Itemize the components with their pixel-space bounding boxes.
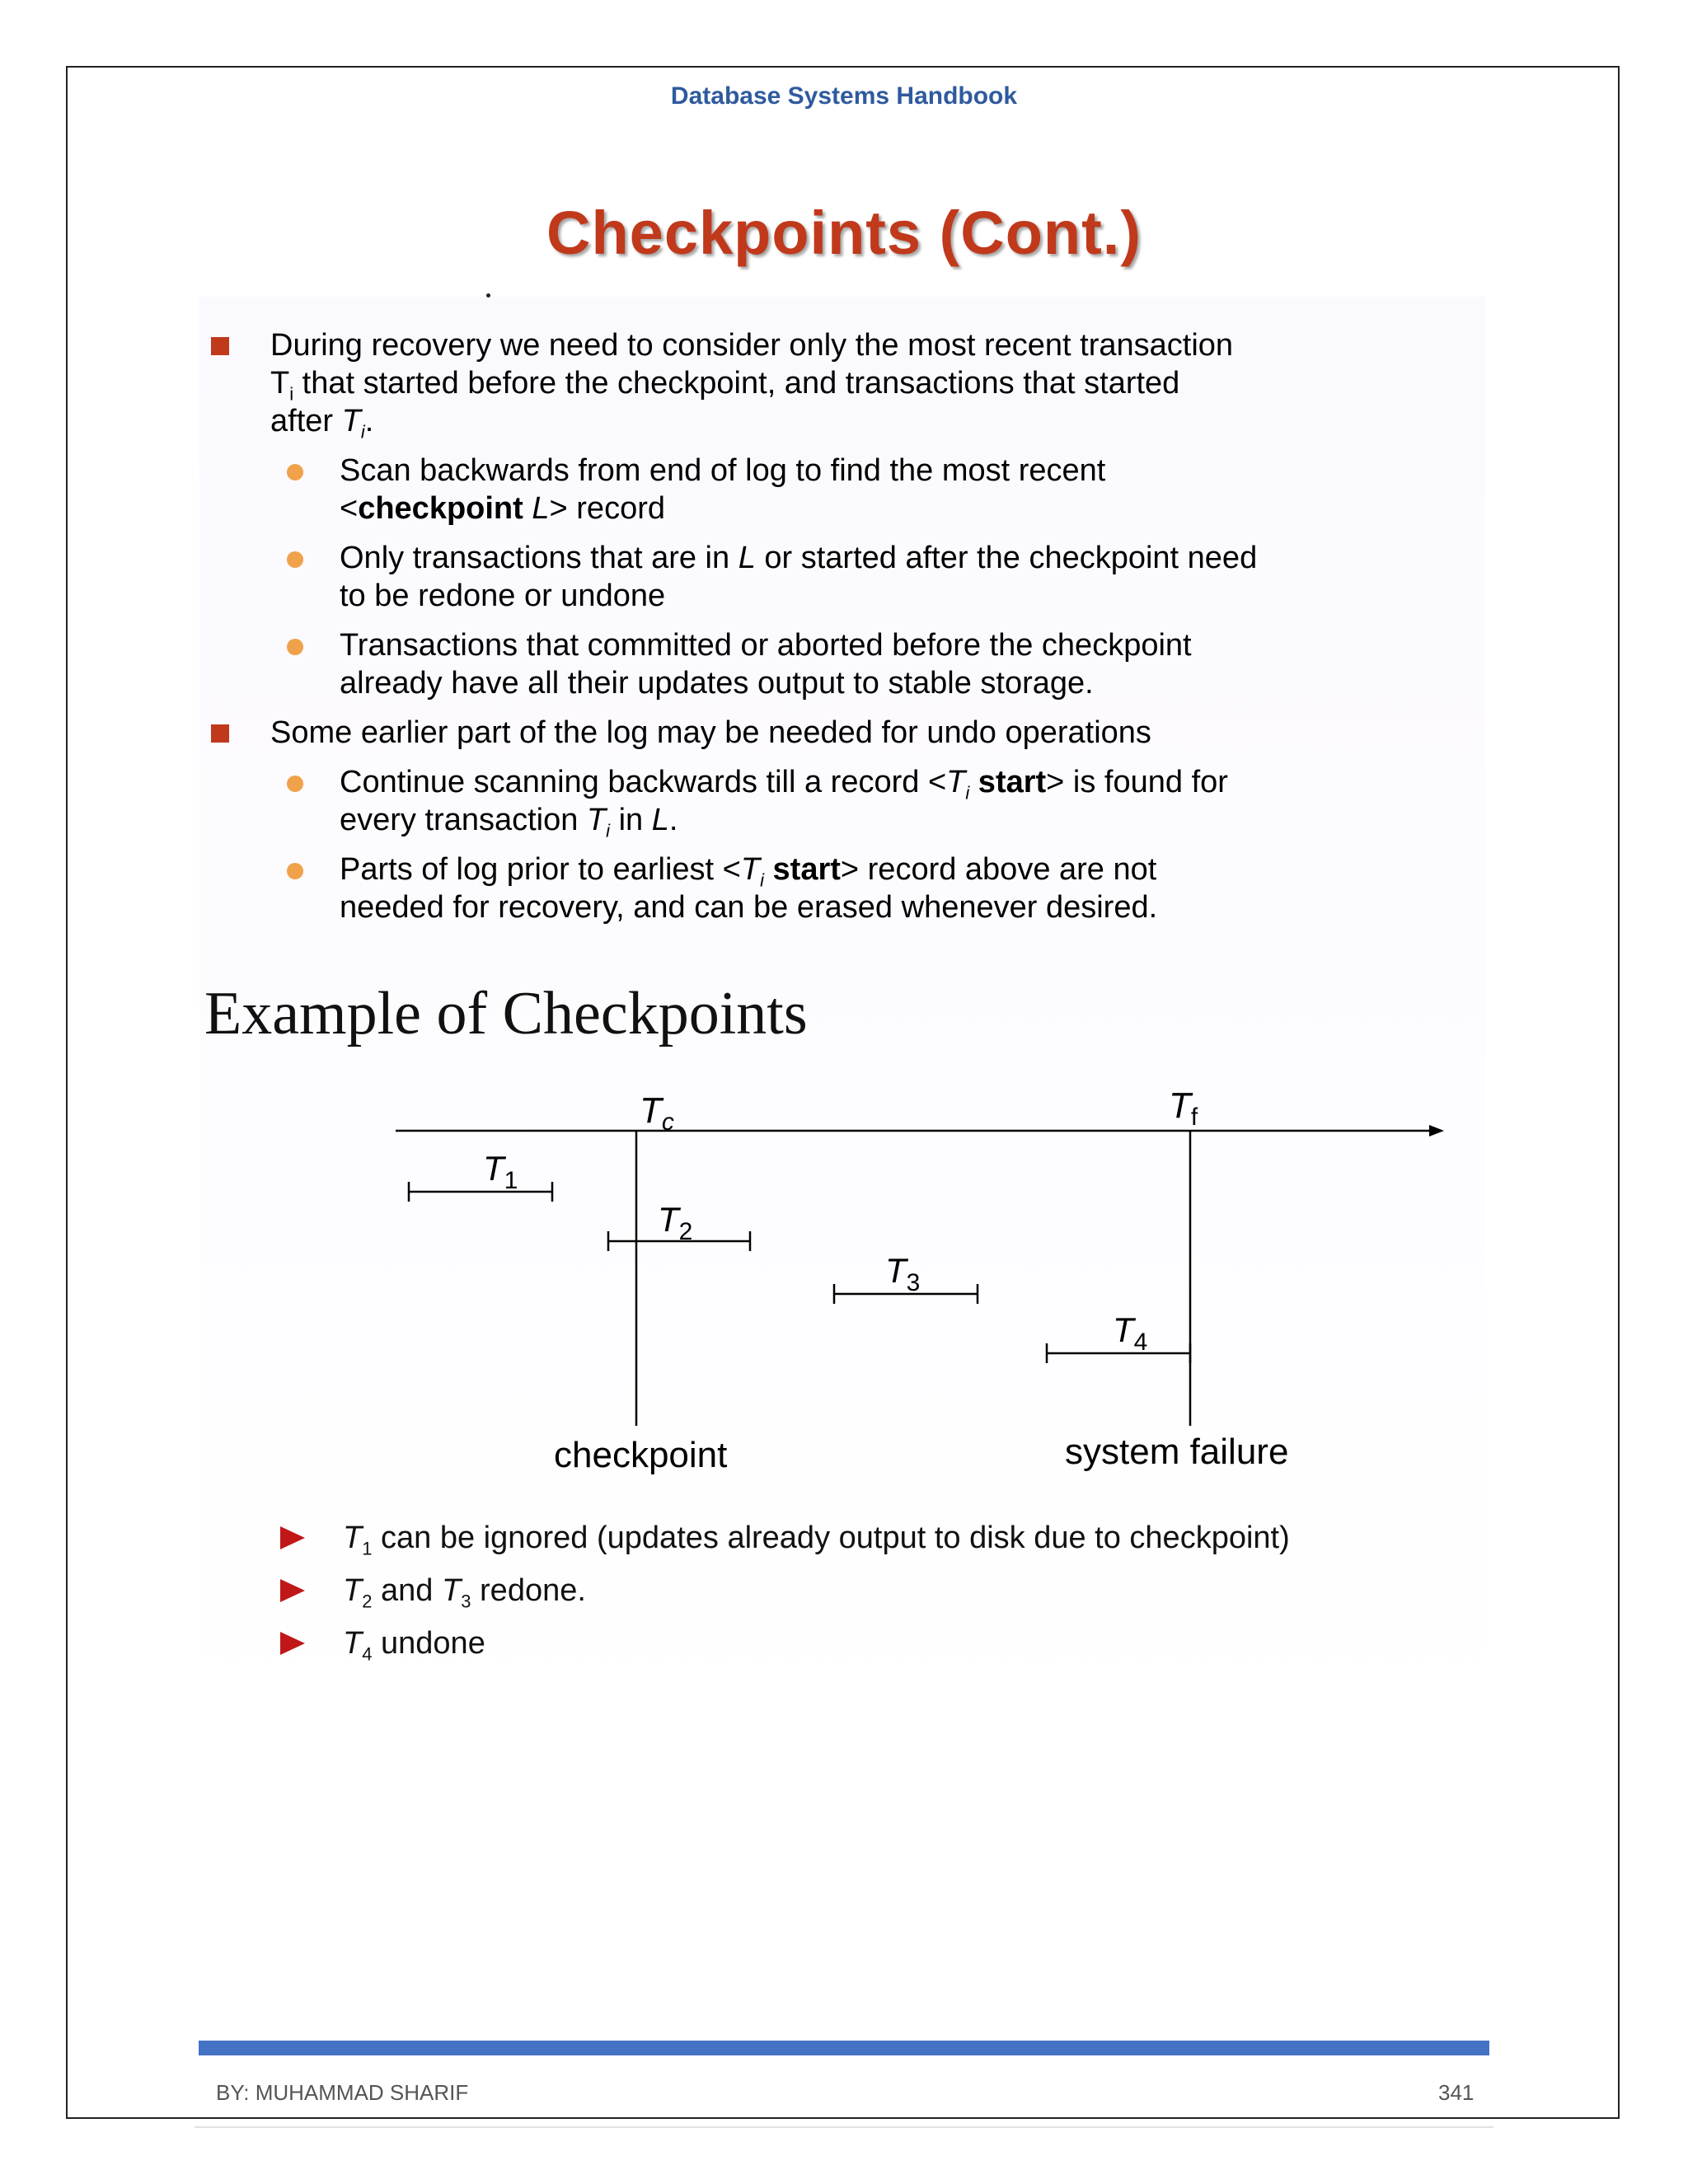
- subscript: i: [606, 820, 611, 841]
- subscript: i: [965, 782, 970, 804]
- text: T: [442, 1573, 462, 1608]
- text: During recovery we need to consider only the most recent transaction: [270, 328, 1234, 363]
- checkpoint-caption: checkpoint: [554, 1435, 728, 1475]
- text: L: [651, 803, 669, 837]
- text: T: [343, 1573, 363, 1608]
- text: undone: [372, 1626, 485, 1661]
- slide-title: Checkpoints (Cont.): [546, 199, 1142, 267]
- conclusion-list: [277, 1516, 1290, 1675]
- footer-author: BY: MUHAMMAD SHARIF: [216, 2080, 469, 2105]
- triangle-bullet-icon: [280, 1632, 305, 1655]
- subscript: 4: [362, 1643, 373, 1665]
- text: T: [343, 1521, 363, 1555]
- running-header: Database Systems Handbook: [670, 82, 1018, 110]
- conclusion-t1: [277, 1516, 1290, 1569]
- section-title: Example of Checkpoints: [204, 980, 808, 1047]
- footer-rule: [199, 2041, 1489, 2055]
- text: L: [532, 491, 550, 526]
- time-axis-arrowhead: [1429, 1125, 1444, 1137]
- text: in: [610, 803, 652, 837]
- conclusion-t2-t3: [277, 1569, 1290, 1622]
- bottom-rule: [195, 2126, 1493, 2128]
- text: .: [668, 803, 678, 837]
- text: or started after the checkpoint need: [755, 541, 1258, 575]
- subscript: i: [360, 421, 365, 443]
- text: L: [738, 541, 756, 575]
- conclusion-t4: [277, 1622, 1290, 1675]
- text: <: [927, 765, 947, 799]
- system-failure-caption: system failure: [1065, 1432, 1289, 1472]
- text: and: [372, 1573, 442, 1608]
- text: Only transactions that are in: [340, 541, 738, 575]
- t2-label: $T_2$: [658, 1200, 693, 1245]
- triangle-bullet-icon: [280, 1526, 305, 1549]
- subscript: 2: [362, 1591, 373, 1612]
- text: T: [946, 765, 966, 799]
- text: start: [969, 765, 1047, 799]
- text: >: [1046, 765, 1065, 799]
- text: <: [340, 491, 359, 526]
- triangle-bullet-icon: [280, 1579, 305, 1602]
- text: that started before the checkpoint, and transactions that started: [293, 366, 1180, 401]
- text: every transaction: [340, 803, 587, 837]
- page-number: 341: [1438, 2080, 1475, 2105]
- text: T: [343, 1626, 363, 1661]
- text: checkpoint: [358, 491, 523, 526]
- text: Scan backwards from end of log to find the most recent: [340, 453, 1106, 488]
- subscript: 3: [461, 1591, 471, 1612]
- t1-label: $T_1$: [483, 1149, 518, 1194]
- text: Continue scanning backwards till a record: [340, 765, 928, 799]
- text: record: [567, 491, 665, 526]
- t4-label: $T_4$: [1113, 1310, 1148, 1356]
- text: Parts of log prior to earliest: [340, 852, 723, 887]
- text: Some earlier part of the log may be needed for undo operations: [270, 715, 1151, 750]
- text: <: [722, 852, 741, 887]
- tc-label: $T_c$: [640, 1090, 674, 1136]
- text: Transactions that committed or aborted before the checkpoint: [340, 628, 1192, 663]
- text: already have all their updates output to stable storage.: [340, 666, 1094, 701]
- text: record above are not: [859, 852, 1157, 887]
- t3-label: $T_3$: [885, 1251, 921, 1296]
- text: can be ignored (updates already output to disk due to checkpoint): [372, 1521, 1290, 1555]
- text: needed for recovery, and can be erased whenever desired.: [340, 890, 1158, 925]
- subscript: 1: [362, 1538, 373, 1559]
- text: .: [364, 404, 374, 438]
- text: >: [549, 491, 568, 526]
- subscript: i: [289, 383, 294, 405]
- text: after: [270, 404, 342, 438]
- subscript: i: [760, 869, 764, 891]
- text: redone.: [471, 1573, 586, 1608]
- text: T: [740, 852, 761, 887]
- text: >: [840, 852, 860, 887]
- text: T: [270, 366, 290, 401]
- tf-label: $T_f$: [1169, 1085, 1198, 1131]
- text: is found for: [1064, 765, 1228, 799]
- text: T: [586, 803, 607, 837]
- text: T: [341, 404, 361, 438]
- text: start: [763, 852, 841, 887]
- text: to be redone or undone: [340, 579, 666, 613]
